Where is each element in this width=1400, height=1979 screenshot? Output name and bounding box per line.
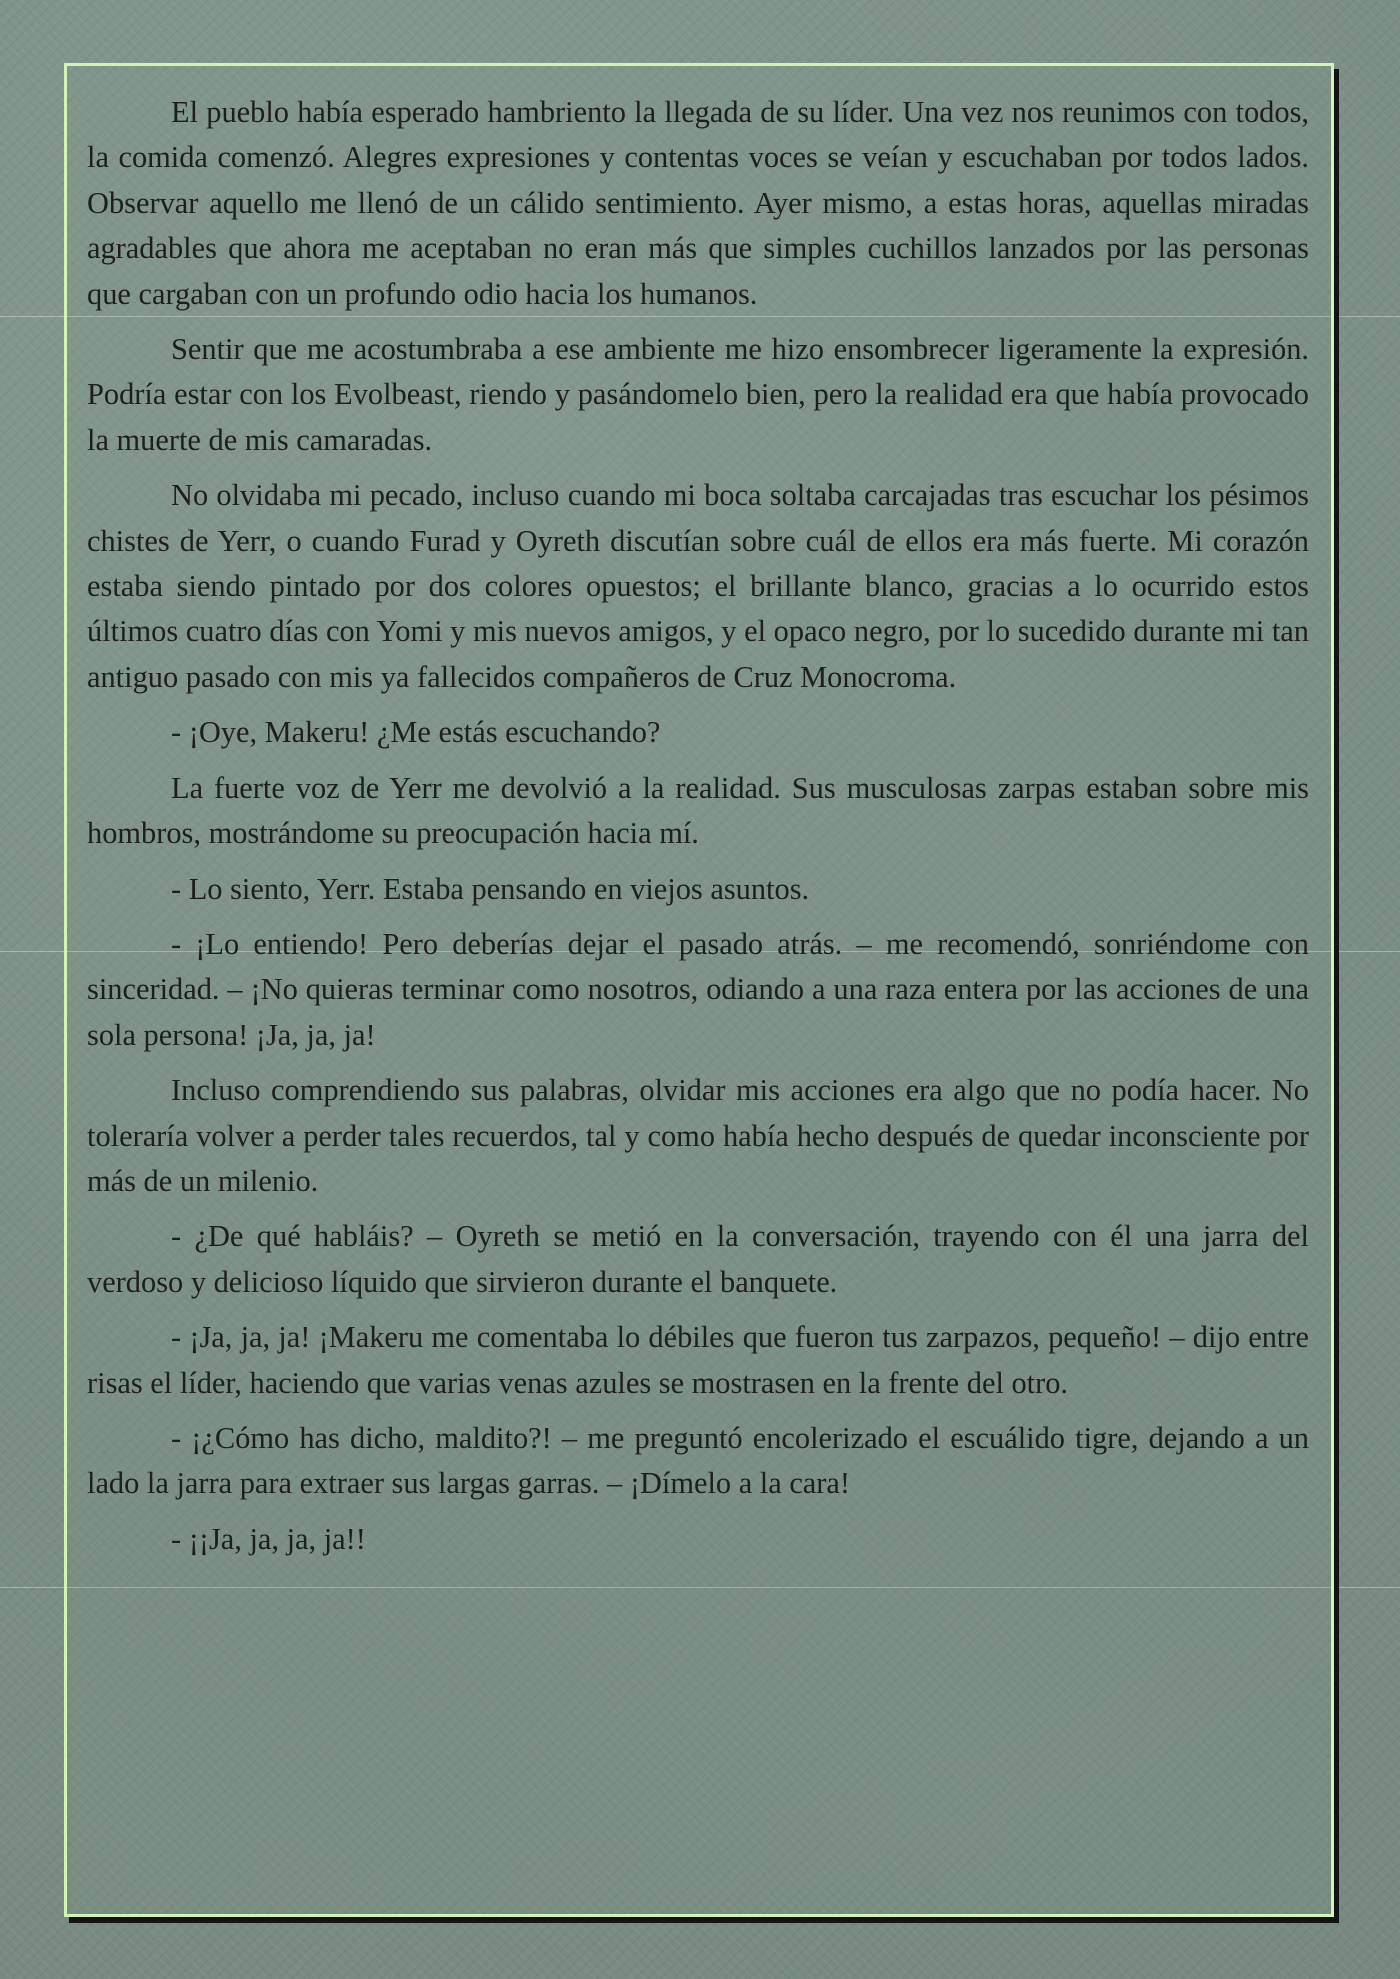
dialogue-line-3: - ¡Lo entiendo! Pero deberías dejar el pasado atrás. – me recomendó, sonriéndome con sinceridad. – ¡No quieras terminar como nosotros, odiando a una raza entera por las acciones de una sola persona! ¡Ja, ja, ja! bbox=[87, 926, 1309, 1052]
dialogue-line-2: - Lo siento, Yerr. Estaba pensando en viejos asuntos. bbox=[171, 871, 810, 906]
paragraph-5: Incluso comprendiendo sus palabras, olvidar mis acciones era algo que no podía hacer. No toleraría volver a perder tales recuerdos, tal y como había hecho después de quedar inconsciente por más de un milenio. bbox=[87, 1073, 1309, 1198]
dialogue-line-5: - ¡Ja, ja, ja! ¡Makeru me comentaba lo débiles que fueron tus zarpazos, pequeño! – dijo entre risas el líder, haciendo que varias venas azules se mostrasen en la frente del otro. bbox=[87, 1320, 1309, 1400]
dialogue-line-4: - ¿De qué habláis? – Oyreth se metió en la conversación, trayendo con él una jarra del verdoso y delicioso líquido que sirvieron durante el banquete. bbox=[87, 1219, 1309, 1299]
dialogue-line-1: - ¡Oye, Makeru! ¿Me estás escuchando? bbox=[171, 715, 661, 750]
paragraph-1: El pueblo había esperado hambriento la llegada de su líder. Una vez nos reunimos con todos, la comida comenzó. Alegres expresiones y contentas voces se veían y escuchaban por todos lados. Observar aquello me llenó de un cálido sentimiento. Ayer mismo, a estas horas, aquellas miradas agradables que ahora me aceptaban no eran más que simples cuchillos lanzados por las personas que cargaban con un profundo odio hacia los humanos. bbox=[87, 95, 1309, 311]
text-body[interactable] bbox=[87, 90, 1309, 1572]
paragraph-4: La fuerte voz de Yerr me devolvió a la realidad. Sus musculosas zarpas estaban sobre mis hombros, mostrándome su preocupación hacia mí. bbox=[87, 770, 1309, 851]
paragraph-3: No olvidaba mi pecado, incluso cuando mi boca soltaba carcajadas tras escuchar los pésimos chistes de Yerr, o cuando Furad y Oyreth discutían sobre cuál de ellos era más fuerte. Mi corazón estaba siendo pintado por dos colores opuestos; el brillante blanco, gracias a lo ocurrido estos últimos cuatro días con Yomi y mis nuevos amigos, y el opaco negro, por lo sucedido durante mi tan antiguo pasado con mis ya fallecidos compañeros de Cruz Monocroma. bbox=[87, 478, 1309, 694]
paragraph-2: Sentir que me acostumbraba a ese ambiente me hizo ensombrecer ligeramente la expresión. Podría estar con los Evolbeast, riendo y pasándomelo bien, pero la realidad era que había provocado la muerte de mis camaradas. bbox=[87, 332, 1309, 457]
dialogue-line-7: - ¡¡Ja, ja, ja, ja!! bbox=[171, 1521, 366, 1556]
page-frame bbox=[64, 63, 1334, 1917]
dialogue-line-6: - ¡¿Cómo has dicho, maldito?! – me preguntó encolerizado el escuálido tigre, dejando a un lado la jarra para extraer sus largas garras. – ¡Dímelo a la cara! bbox=[87, 1420, 1309, 1501]
